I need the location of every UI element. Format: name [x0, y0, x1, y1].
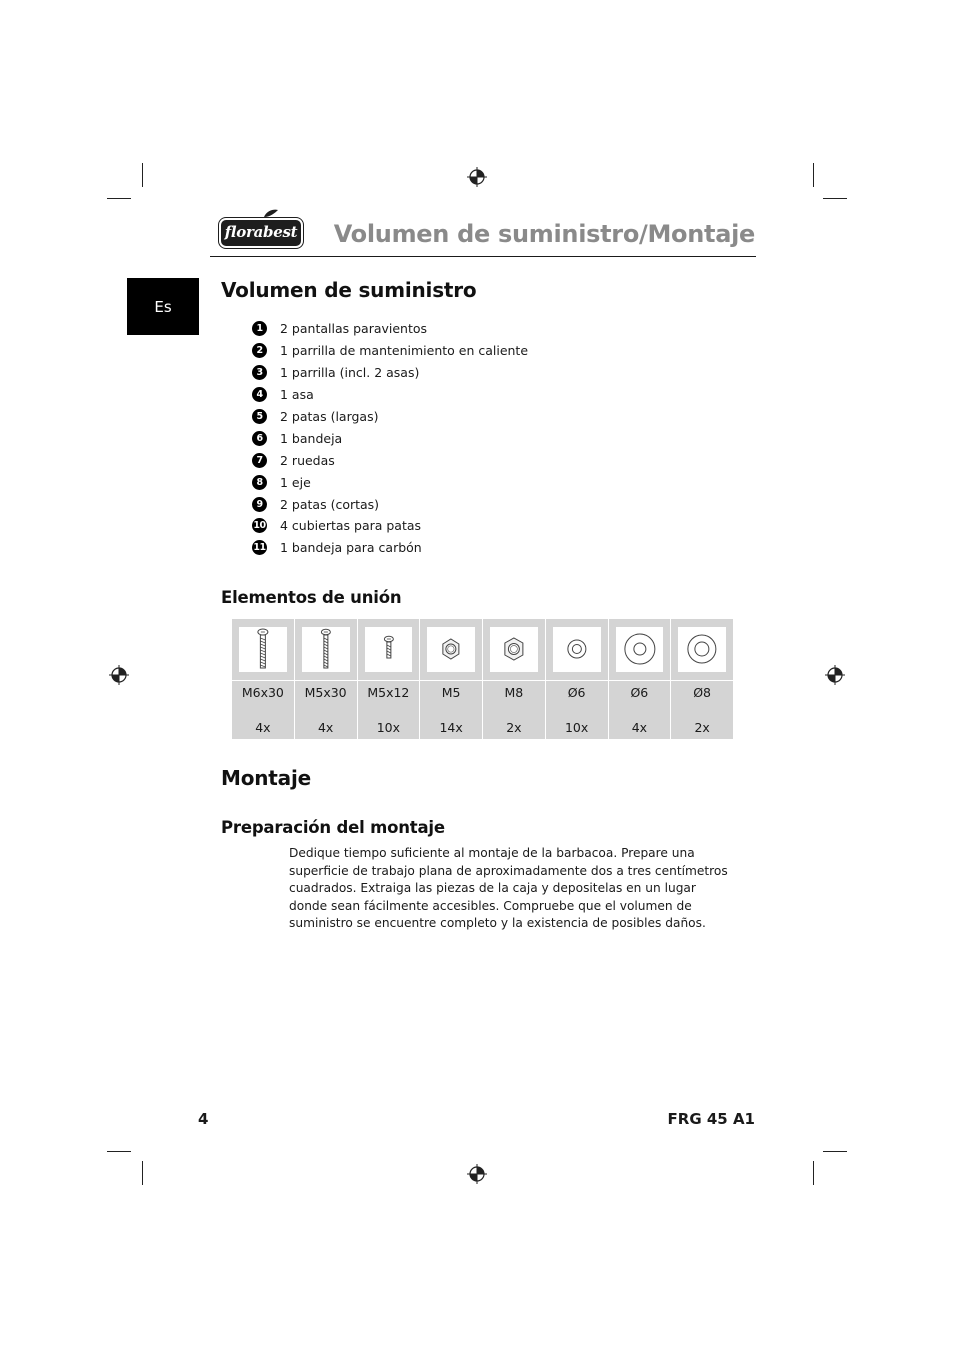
item-number-badge: 3: [252, 365, 267, 380]
supply-list: [252, 318, 652, 559]
item-label: 1 asa: [280, 387, 314, 403]
crop-mark: [813, 163, 814, 187]
list-item: [252, 318, 652, 340]
model-number: FRG 45 A1: [667, 1110, 755, 1128]
item-number-badge: 8: [252, 475, 267, 490]
fastener-quantity: 10x: [376, 720, 401, 735]
list-item: [252, 515, 652, 537]
item-number-badge: 7: [252, 453, 267, 468]
list-item: [252, 493, 652, 515]
fastener-column: [358, 619, 421, 739]
washer-large-icon: [616, 627, 664, 672]
item-label: 4 cubiertas para patas: [280, 518, 422, 534]
fastener-column: [232, 619, 295, 739]
item-number-badge: 1: [252, 321, 267, 336]
header-divider: [210, 256, 756, 257]
screw-short-icon: [365, 627, 413, 672]
florabest-logo: [219, 218, 303, 248]
list-item: [252, 449, 652, 471]
item-label: 1 eje: [280, 474, 311, 490]
fastener-quantity: 2x: [506, 720, 522, 735]
leaf-icon: [263, 209, 279, 218]
list-item: [252, 340, 652, 362]
item-number-badge: 10: [253, 520, 266, 532]
fastener-quantity: 4x: [317, 720, 334, 735]
fastener-column: [420, 619, 483, 739]
item-label: 1 bandeja para carbón: [280, 540, 422, 556]
fastener-size: M8: [504, 685, 524, 700]
registration-mark-icon: [467, 167, 487, 187]
hex-nut-icon: [490, 627, 538, 672]
fastener-size: Ø6: [630, 685, 649, 700]
screw-long-icon: [239, 627, 287, 672]
list-item: [252, 362, 652, 384]
fastener-quantity: 14x: [439, 720, 463, 735]
fasteners-table: [232, 619, 733, 739]
list-item: [252, 384, 652, 406]
item-label: 2 patas (cortas): [280, 496, 380, 512]
crop-mark: [107, 1151, 131, 1152]
crop-mark: [813, 1161, 814, 1185]
crop-mark: [107, 198, 131, 199]
hex-nut-icon: [427, 627, 475, 672]
preparation-paragraph: Dedique tiempo suficiente al montaje de la barbacoa. Prepare una superficie de trabajo plana de aproximadamente dos a tres centímetros cuadrados. Extraiga las piezas de la caja y depositelas en un lugar donde sean fácilmente accesibles. Compruebe que el volumen de suministro se encuentre completo y la existencia de posibles daños.: [289, 846, 728, 931]
item-label: 1 parrilla de mantenimiento en caliente: [280, 343, 529, 359]
language-tab: Es: [127, 278, 199, 335]
washer-small-icon: [553, 627, 601, 672]
list-item: [252, 537, 652, 559]
list-item: [252, 406, 652, 428]
washer-large-icon: [678, 627, 726, 672]
section-heading-fasteners: Elementos de unión: [221, 588, 402, 607]
fastener-size: M6x30: [241, 685, 284, 700]
item-label: 1 parrilla (incl. 2 asas): [280, 365, 420, 381]
list-item: [252, 471, 652, 493]
screw-long-icon: [302, 627, 350, 672]
fastener-size: M5: [441, 685, 461, 700]
fastener-size: Ø8: [693, 685, 712, 700]
fastener-column: [546, 619, 609, 739]
item-label: 2 ruedas: [280, 452, 335, 468]
item-number-badge: 9: [252, 497, 267, 512]
fastener-column: [671, 619, 733, 739]
fastener-quantity: 10x: [564, 720, 589, 735]
item-number-badge: 4: [252, 387, 267, 402]
subsection-heading-preparation: Preparación del montaje: [221, 818, 445, 837]
fastener-size: Ø6: [567, 685, 586, 700]
section-heading-supply: Volumen de suministro: [221, 278, 477, 302]
registration-mark-icon: [467, 1164, 487, 1184]
section-heading-assembly: Montaje: [221, 766, 311, 790]
registration-mark-icon: [109, 665, 129, 685]
item-label: 2 patas (largas): [280, 409, 379, 424]
fastener-column: [609, 619, 672, 739]
list-item: [252, 427, 652, 449]
item-number-badge: 11: [253, 542, 266, 554]
fastener-size: M5x30: [304, 685, 347, 700]
item-number-badge: 2: [252, 343, 267, 358]
fastener-column: [295, 619, 358, 739]
registration-mark-icon: [825, 665, 845, 685]
item-label: 2 pantallas paravientos: [280, 321, 428, 337]
fastener-size: M5x12: [367, 685, 410, 700]
crop-mark: [142, 1161, 143, 1185]
item-number-badge: 6: [252, 431, 267, 446]
crop-mark: [142, 163, 143, 187]
fastener-quantity: 4x: [255, 720, 271, 735]
fastener-quantity: 4x: [631, 720, 648, 735]
item-number-badge: 5: [252, 409, 267, 424]
fastener-column: [483, 619, 546, 739]
page-number: 4: [198, 1110, 209, 1128]
crop-mark: [823, 198, 847, 199]
item-label: 1 bandeja: [280, 430, 343, 446]
crop-mark: [823, 1151, 847, 1152]
page-title: Volumen de suministro/Montaje: [333, 220, 755, 248]
logo-text: florabest: [224, 223, 298, 241]
fastener-quantity: 2x: [694, 720, 710, 735]
